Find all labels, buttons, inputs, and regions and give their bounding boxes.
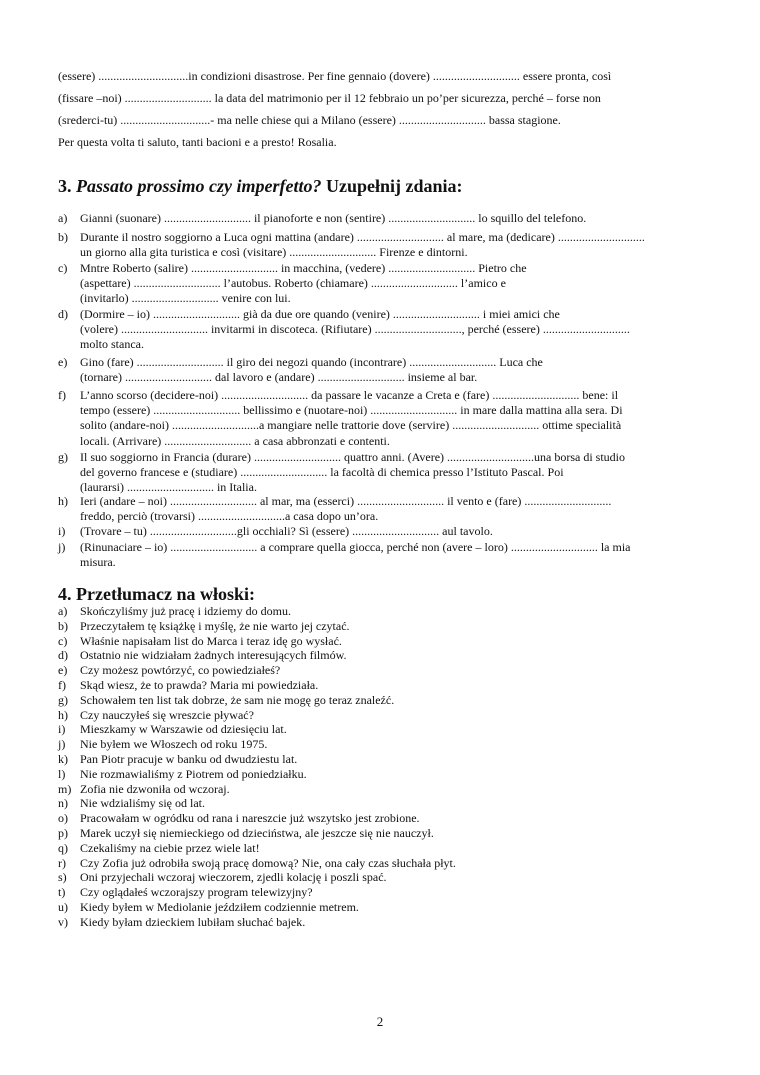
exercise-line: (tornare) ............................. dal lavoro e (andare) ............................. insieme al bar. [80, 370, 478, 385]
translation-sentence: Pracowałam w ogródku od rana i nareszcie już wszytsko jest zrobione. [80, 811, 420, 826]
exercise-line: Durante il nostro soggiorno a Luca ogni mattina (andare) ............................. al mare, ma (dedicare) ............................. [80, 230, 645, 244]
exercise-line: del governo francese e (studiare) ............................. la facoltà di chemica presso l’Istituto Pascal. Poi [80, 465, 564, 480]
translation-label: s) [58, 870, 67, 885]
translation-sentence: Zofia nie dzwoniła od wczoraj. [80, 781, 230, 796]
translation-label: f) [58, 677, 66, 692]
exercise-line: (Dormire – io) ............................. già da due ore quando (venire) ............................. i miei amici che [80, 307, 560, 321]
translation-sentence: Czy oglądałeś wczorajszy program telewizyjny? [80, 885, 313, 900]
translation-label: l) [58, 766, 66, 781]
section-3-number: 3. [58, 176, 72, 196]
exercise-line: solito (andare-noi) .............................a mangiare nelle trattorie dove (servire) ............................. ottime specialità [80, 418, 622, 433]
exercise-line: Gianni (suonare) ............................. il pianoforte e non (sentire) ............................. lo squillo del telefono. [80, 211, 587, 225]
translation-label: b) [58, 618, 68, 633]
exercise-label: h) [58, 494, 68, 508]
section-3-title-rest: Uzupełnij zdania: [321, 176, 463, 196]
exercise-label: c) [58, 261, 68, 275]
exercise-line: molto stanca. [80, 337, 144, 352]
translation-label: i) [58, 722, 66, 737]
translation-sentence: Kiedy byłem w Mediolanie jeździłem codziennie metrem. [80, 899, 359, 914]
translation-sentence: Czy możesz powtórzyć, co powiedziałeś? [80, 663, 281, 678]
translation-label: g) [58, 692, 68, 707]
translation-label: u) [58, 899, 68, 914]
exercise-label: f) [58, 388, 66, 402]
translation-label: v) [58, 914, 68, 929]
translation-sentence: Kiedy byłam dzieckiem lubiłam słuchać bajek. [80, 914, 306, 929]
section-3-title-italic: Passato prossimo czy imperfetto? [76, 176, 322, 196]
translation-sentence: Czy Zofia już odrobiła swoją pracę domową? Nie, ona cały czas słuchała płyt. [80, 855, 456, 870]
translation-sentence: Przeczytałem tę książkę i myślę, że nie warto jej czytać. [80, 618, 350, 633]
translation-label: j) [58, 737, 66, 752]
exercise-line: (aspettare) ............................. l’autobus. Roberto (chiamare) ............................. l’amico e [80, 276, 506, 291]
exercise-line: un giorno alla gita turistica e così (visitare) ............................. Firenze e dintorni. [80, 245, 468, 260]
section-4-title: 4. Przetłumacz na włoski: [58, 584, 255, 604]
translation-label: h) [58, 707, 68, 722]
translation-sentence: Nie wdzialiśmy się od lat. [80, 796, 205, 811]
section-3-title [58, 176, 463, 196]
exercise-label: j) [58, 540, 66, 554]
exercise-line: Il suo soggiorno in Francia (durare) ............................. quattro anni. (Avere) .............................una borsa di studio [80, 450, 626, 464]
intro-line: (srederci-tu) ..............................- ma nelle chiese qui a Milano (essere) ............................. bassa stagione. [58, 113, 561, 127]
translation-label: d) [58, 648, 68, 663]
exercise-label: i) [58, 524, 66, 538]
exercise-line: locali. (Arrivare) ............................. a casa abbronzati e contenti. [80, 433, 390, 448]
exercise-label: d) [58, 307, 68, 321]
exercise-line: (Rinunaciare – io) ............................. a comprare quella giocca, perché non (avere – loro) ............................. la mia [80, 540, 631, 554]
intro-line: Per questa volta ti saluto, tanti bacioni e a presto! Rosalia. [58, 135, 337, 149]
translation-label: p) [58, 825, 68, 840]
exercise-line: (volere) ............................. invitarmi in discoteca. (Rifiutare) ............................., perché (essere) ............................. [80, 322, 630, 337]
translation-sentence: Pan Piotr pracuje w banku od dwudziestu lat. [80, 751, 298, 766]
exercise-line: Ieri (andare – noi) ............................. al mar, ma (esserci) ............................. il vento e (fare) ............................. [80, 494, 612, 508]
exercise-line: Gino (fare) ............................. il giro dei negozi quando (incontrare) ............................. Luca che [80, 355, 543, 369]
translation-sentence: Schowałem ten list tak dobrze, że sam nie mogę go teraz znaleźć. [80, 692, 395, 707]
intro-line: (fissare –noi) ............................. la data del matrimonio per il 12 febbraio un po’per sicurezza, perché – forse non [58, 91, 601, 105]
translation-sentence: Oni przyjechali wczoraj wieczorem, zjedli kolację i poszli spać. [80, 870, 387, 885]
exercise-label: g) [58, 450, 68, 464]
translation-sentence: Właśnie napisałam list do Marca i teraz idę go wysłać. [80, 633, 342, 648]
translation-sentence: Czekaliśmy na ciebie przez wiele lat! [80, 840, 260, 855]
exercise-line: misura. [80, 555, 116, 570]
exercise-line: (Trovare – tu) .............................gli occhiali? Sì (essere) ............................. aul tavolo. [80, 524, 493, 538]
translation-sentence: Nie byłem we Włoszech od roku 1975. [80, 737, 268, 752]
translation-label: q) [58, 840, 68, 855]
translation-label: m) [58, 781, 72, 796]
exercise-line: tempo (essere) ............................. bellissimo e (nuotare-noi) ............................. in mare dalla mattina alla sera. Di [80, 403, 623, 418]
translation-label: a) [58, 604, 68, 618]
translation-label: r) [58, 855, 66, 870]
translation-sentence: Nie rozmawialiśmy z Piotrem od poniedziałku. [80, 766, 307, 781]
intro-line: (essere) ..............................in condizioni disastrose. Per fine gennaio (dovere) ............................. essere pronta, così [58, 69, 612, 83]
exercise-line: (invitarlo) ............................. venire con lui. [80, 291, 291, 306]
exercise-line: freddo, perciò (trovarsi) .............................a casa dopo un’ora. [80, 509, 379, 524]
translation-label: c) [58, 633, 68, 648]
exercise-label: b) [58, 230, 68, 244]
exercise-label: a) [58, 211, 68, 225]
translation-sentence: Skąd wiesz, że to prawda? Maria mi powiedziała. [80, 677, 319, 692]
translation-label: e) [58, 663, 68, 678]
translation-sentence: Ostatnio nie widziałam żadnych interesujących filmów. [80, 648, 347, 663]
page-number: 2 [376, 1014, 384, 1029]
exercise-label: e) [58, 355, 68, 369]
exercise-line: Mntre Roberto (salire) ............................. in macchina, (vedere) ............................. Pietro che [80, 261, 527, 275]
translation-sentence: Czy nauczyłeś się wreszcie pływać? [80, 707, 254, 722]
translation-label: t) [58, 885, 66, 900]
translation-sentence: Mieszkamy w Warszawie od dziesięciu lat. [80, 722, 287, 737]
translation-sentence: Marek uczył się niemieckiego od dzieciństwa, ale jeszcze się nie nauczył. [80, 825, 434, 840]
exercise-line: L’anno scorso (decidere-noi) ............................. da passare le vacanze a Creta e (fare) ............................. bene: il [80, 388, 619, 402]
translation-sentence: Skończyliśmy już pracę i idziemy do domu. [80, 604, 291, 618]
translation-label: n) [58, 796, 68, 811]
exercise-line: (laurarsi) ............................. in Italia. [80, 480, 257, 495]
translation-label: k) [58, 751, 68, 766]
translation-label: o) [58, 811, 68, 826]
